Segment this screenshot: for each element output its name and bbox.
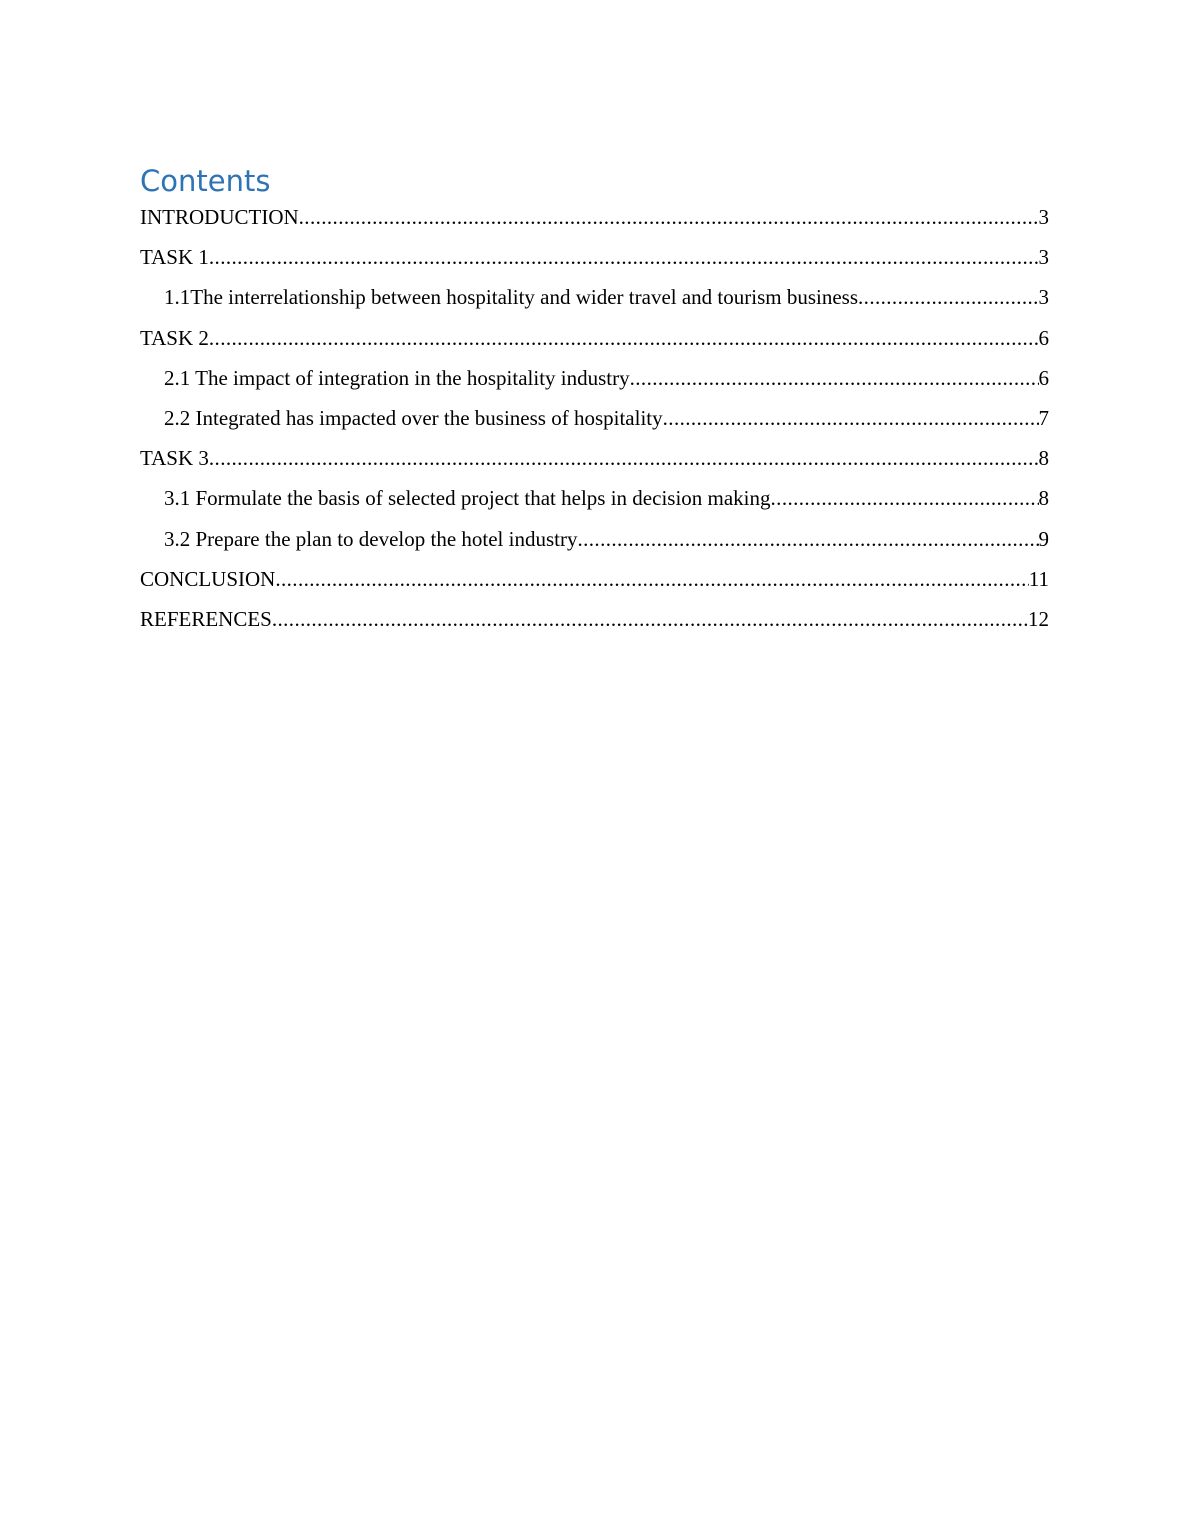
toc-entry-task-3[interactable] bbox=[140, 438, 1049, 478]
toc-entry-3-1[interactable] bbox=[140, 478, 1049, 518]
toc-leader-dots bbox=[209, 318, 1039, 358]
toc-entry-references[interactable] bbox=[140, 599, 1049, 639]
toc-entry-page: 8 bbox=[1038, 446, 1049, 471]
toc-entry-page: 7 bbox=[1038, 405, 1049, 430]
toc-leader-dots bbox=[630, 358, 1039, 398]
toc-entry-page: 12 bbox=[1028, 606, 1049, 631]
toc-entry-title: 3.1 Formulate the basis of selected project that helps in decision making bbox=[164, 486, 771, 511]
toc-entry-title: TASK 1 bbox=[140, 245, 209, 270]
toc-entry-page: 3 bbox=[1038, 205, 1049, 229]
toc-entry-1-1[interactable] bbox=[140, 277, 1049, 317]
toc-leader-dots bbox=[275, 559, 1028, 599]
toc-heading: Contents bbox=[140, 164, 271, 198]
toc-entry-title: 2.1 The impact of integration in the hospitality industry bbox=[164, 365, 630, 390]
toc-entry-title: 2.2 Integrated has impacted over the business of hospitality bbox=[164, 405, 663, 430]
toc-entry-title: 3.2 Prepare the plan to develop the hotel industry bbox=[164, 526, 578, 551]
toc-leader-dots bbox=[663, 398, 1039, 438]
toc-entry-title: REFERENCES bbox=[140, 606, 272, 631]
toc-entry-title: TASK 3 bbox=[140, 446, 209, 471]
toc-entry-page: 9 bbox=[1038, 526, 1049, 551]
toc-entry-2-2[interactable] bbox=[140, 398, 1049, 438]
toc-entry-page: 8 bbox=[1038, 486, 1049, 511]
toc-leader-dots bbox=[577, 519, 1038, 559]
toc-entry-page: 3 bbox=[1038, 285, 1049, 310]
toc-entry-page: 6 bbox=[1038, 365, 1049, 390]
toc-leader-dots bbox=[858, 277, 1038, 317]
toc-entry-task-2[interactable] bbox=[140, 318, 1049, 358]
toc-entry-page: 11 bbox=[1028, 566, 1049, 591]
toc-leader-dots bbox=[272, 599, 1028, 639]
toc-entry-conclusion[interactable] bbox=[140, 559, 1049, 599]
toc-entry-page: 6 bbox=[1038, 325, 1049, 350]
toc-entry-title: TASK 2 bbox=[140, 325, 209, 350]
toc-leader-dots bbox=[209, 237, 1039, 277]
toc-entry-task-1[interactable] bbox=[140, 237, 1049, 277]
toc-entry-introduction[interactable] bbox=[140, 197, 1049, 237]
toc-leader-dots bbox=[209, 438, 1039, 478]
toc-leader-dots bbox=[771, 478, 1039, 518]
toc-leader-dots bbox=[299, 197, 1039, 237]
toc-entry-page: 3 bbox=[1038, 245, 1049, 270]
toc-entry-3-2[interactable] bbox=[140, 519, 1049, 559]
table-of-contents bbox=[140, 197, 1049, 639]
toc-entry-2-1[interactable] bbox=[140, 358, 1049, 398]
toc-entry-title: CONCLUSION bbox=[140, 566, 276, 591]
toc-entry-title: 1.1The interrelationship between hospitality and wider travel and tourism business bbox=[164, 285, 859, 310]
toc-entry-title: INTRODUCTION bbox=[140, 205, 299, 229]
